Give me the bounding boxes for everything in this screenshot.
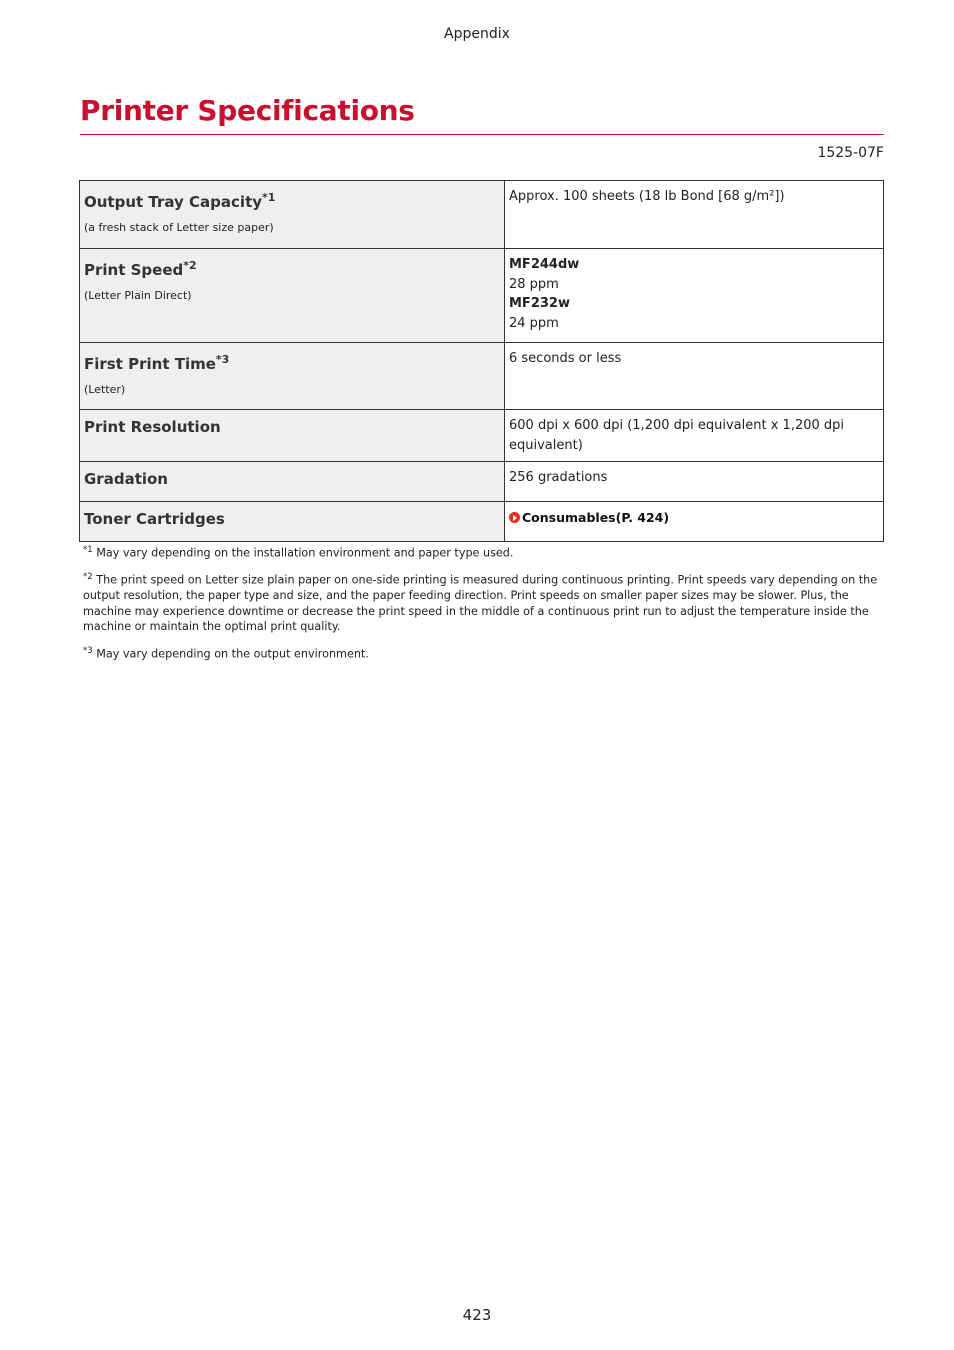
- model-name: MF244dw: [509, 257, 580, 272]
- spec-value-cell: [505, 410, 884, 462]
- spec-value-cell: [505, 343, 884, 410]
- spec-label: [84, 187, 500, 213]
- spec-label-cell: [80, 181, 505, 249]
- spec-value-cell: [505, 462, 884, 502]
- model-name: MF232w: [509, 296, 570, 311]
- spec-value: 600 dpi x 600 dpi (1,200 dpi equivalent x 1,200 dpi equivalent): [509, 418, 845, 453]
- arrow-circle-icon: [509, 512, 520, 523]
- spec-value: 6 seconds or less: [509, 351, 622, 366]
- footnote: [83, 644, 883, 662]
- spec-label-note: (Letter): [84, 383, 126, 396]
- spec-label-cell: [80, 502, 505, 542]
- spec-label-text: Print Speed: [84, 261, 184, 279]
- consumables-link-text[interactable]: Consumables(P. 424): [522, 510, 670, 525]
- spec-label-note: (a fresh stack of Letter size paper): [84, 221, 274, 234]
- table-row: [80, 343, 884, 410]
- spec-value-cell: [505, 502, 884, 542]
- footnote-text: The print speed on Letter size plain paper on one-side printing is measured during continuous printing. Print speeds vary depending on the output resolution, the paper type and size, and the paper feeding direction. Print speeds on smaller paper sizes may be slower. Plus, the machine may experience downtime or decrease the print speed in the middle of a continuous print run to adjust the temperature inside the machine or maintain the optimal print quality.: [83, 573, 878, 634]
- footnote-mark: *1: [83, 545, 93, 555]
- table-row: [80, 410, 884, 462]
- table-row: [80, 181, 884, 249]
- spec-label-cell: [80, 249, 505, 343]
- footnote-ref[interactable]: *3: [215, 353, 230, 366]
- spec-value-cell: [505, 249, 884, 343]
- spec-label-cell: [80, 410, 505, 462]
- model-speed: 28 ppm: [509, 276, 559, 292]
- footnotes: [83, 543, 883, 671]
- spec-value: Approx. 100 sheets (18 lb Bond [68 g/m²]): [509, 189, 785, 204]
- table-row: [80, 462, 884, 502]
- spec-value-cell: [505, 181, 884, 249]
- table-row: [80, 502, 884, 542]
- spec-label: [84, 255, 500, 281]
- spec-label-text: First Print Time: [84, 355, 216, 373]
- footnote: [83, 570, 883, 635]
- running-header: Appendix: [444, 26, 510, 42]
- spec-label-cell: [80, 343, 505, 410]
- footnote-ref[interactable]: *1: [262, 191, 276, 204]
- footnote-ref[interactable]: *2: [183, 259, 197, 272]
- footnote-mark: *2: [83, 572, 93, 583]
- footnote-text: May vary depending on the installation environment and paper type used.: [96, 546, 514, 560]
- footnote-mark: *3: [83, 645, 93, 656]
- title-divider: [80, 134, 884, 135]
- spec-label-note: (Letter Plain Direct): [84, 289, 192, 302]
- document-id: 1525-07F: [817, 145, 884, 161]
- footnote-text: May vary depending on the output environment.: [96, 647, 369, 661]
- spec-value: 256 gradations: [509, 470, 608, 485]
- spec-label: Toner Cartridges: [84, 510, 225, 528]
- spec-label: [84, 349, 500, 375]
- model-speed: 24 ppm: [509, 315, 559, 331]
- footnote: [83, 543, 883, 561]
- page-number: 423: [462, 1306, 492, 1324]
- specifications-table: [79, 180, 884, 542]
- spec-label: Print Resolution: [84, 418, 221, 436]
- page-title: Printer Specifications: [80, 94, 415, 127]
- consumables-link[interactable]: [509, 508, 669, 528]
- table-row: [80, 249, 884, 343]
- spec-label-cell: [80, 462, 505, 502]
- spec-label: Gradation: [84, 470, 168, 488]
- spec-label-text: Output Tray Capacity: [84, 193, 263, 211]
